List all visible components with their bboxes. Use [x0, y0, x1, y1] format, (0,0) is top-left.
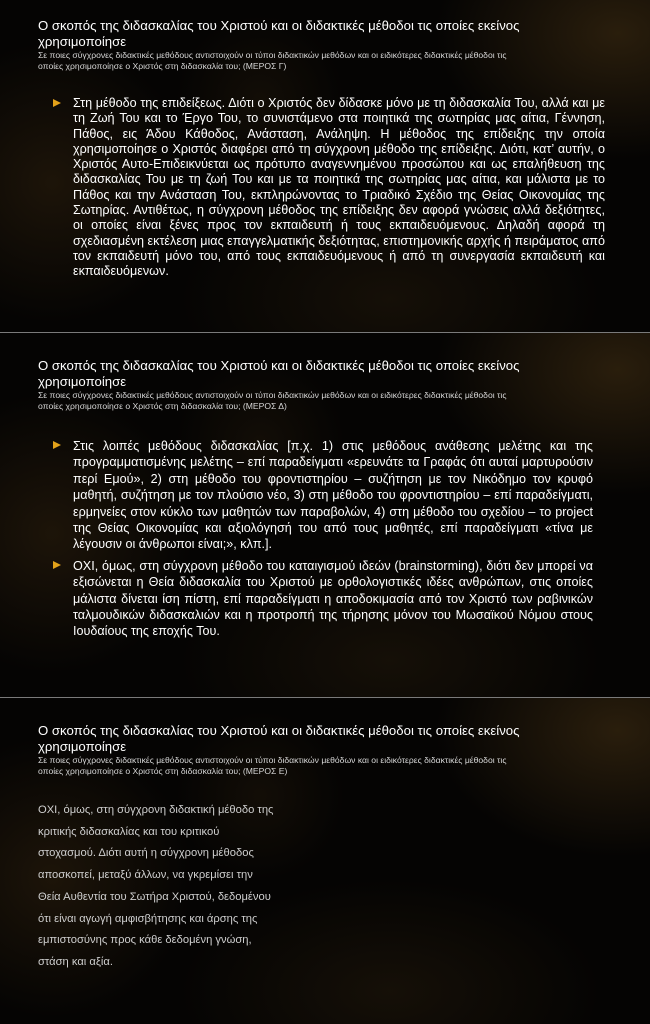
bullet-text: Στη μέθοδο της επιδείξεως. Διότι ο Χριστός δεν δίδασκε μόνο με τη διδασκαλία Του, αλλά και με τη Ζωή Του και το Έργο Του, το συνιστάμενο στα ποιητικά της σωτηρίας μας αίτια, Γέννηση, Πάθος, εις Άδου Κάθοδος, Ανάσταση, Ανάληψη. Η μέθοδος της επίδειξης την οποία χρησιμοποίησε ο Χριστός διαφέρει από τη σύγχρονη μέθοδο της επίδειξης. Διότι, κατ’ αυτήν, ο Χριστός Αυτο-Επιδεικνύεται ως πρότυπο αναγεννημένου προσώπου και ως επαλήθευση της διδασκαλίας Του με τη ζωή Του και με τα ποιητικά της σωτηρίας μας αίτια, και μάλιστα με το Πάθος και την Ανάσταση Του, εκπληρώνοντας το Τριαδικό Σχέδιο της Θείας Οικονομίας της Σωτηρίας. Αντιθέτως, η σύγχρονη μέθοδος της επίδειξης δεν αφορά γνώσεις αλλά δεξιότητες, οι οποίες είναι ξένες προς τον εκπαιδευτή ή τους εκπαιδευόμενους. Δηλαδή αφορά τη σχεδιασμένη εκτέλεση μιας επαγγελματικής δεξιότητας, επιστημονικής αρχής ή πειράματος από τον εκπαιδευτή μόνο του, από τους εκπαιδευόμενους ή από τη συνεργασία εκπαιδευτή και εκπαιδευόμενων. [73, 96, 605, 279]
bullet-text: Στις λοιπές μεθόδους διδασκαλίας [π.χ. 1) στις μεθόδους ανάθεσης μελέτης και της προγραμματισμένης μελέτης – επί παραδείγματι «ερευνάτε τα Γραφάς ότι αυταί μαρτυρούσιν περί Εμού», 2) στη μέθοδο του φροντιστηρίου – συζήτηση με τον Νικόδημο τον κρυφό μαθητή, συζήτηση με τον πλούσιο νέο, 3) στη μέθοδο του φροντιστηρίου – επί παραδείγματι, ερμηνείες στον κύκλο των μαθητών των παραβολών, 4) στη μέθοδο του σχεδίου – το project της Θείας Οικονομίας και αξιολόγησή του από τους μαθητές, επί παραδείγματι «τίνα με λέγουσιν οι άνθρωποι είναι;», κλπ.]. [73, 439, 593, 552]
slide-title: Ο σκοπός της διδασκαλίας του Χριστού και οι διδακτικές μέθοδοι τις οποίες εκείνος χρησιμοποίησε [38, 18, 520, 49]
triangle-bullet-icon [53, 561, 61, 569]
slide-part-d [0, 333, 650, 697]
slide-title: Ο σκοπός της διδασκαλίας του Χριστού και οι διδακτικές μέθοδοι τις οποίες εκείνος χρησιμοποίησε [38, 358, 520, 389]
bullet-item [53, 438, 593, 553]
slide-part-e [0, 698, 650, 1024]
triangle-bullet-icon [53, 99, 61, 107]
slide-subtitle: Σε ποιες σύγχρονες διδακτικές μεθόδους αντιστοιχούν οι τύποι διδακτικών μεθόδων και οι ειδικότερες διδακτικές μέθοδοι τις οποίες χρησιμοποίησε ο Χριστός στη διδασκαλία του; (ΜΕΡΟΣ Ε) [38, 755, 507, 776]
bullet-item [53, 558, 593, 640]
slide-part-c [0, 0, 650, 332]
bullet-list [53, 96, 605, 286]
bullet-list [53, 438, 593, 645]
bullet-item [53, 96, 605, 280]
triangle-bullet-icon [53, 441, 61, 449]
slide-body-text: ΟΧΙ, όμως, στη σύγχρονη διδακτική μέθοδο της κριτικής διδασκαλίας και του κριτικού στοχασμού. Διότι αυτή η σύγχρονη μέθοδος αποσκοπεί, μεταξύ άλλων, να γκρεμίσει την Θεία Αυθεντία του Σωτήρα Χριστού, δεδομένου ότι είναι αγωγή αμφισβήτησης και άρσης της εμπιστοσύνης προς κάθε δεδομένη γνώση, στάση και αξία. [38, 804, 274, 968]
bullet-text: ΟΧΙ, όμως, στη σύγχρονη μέθοδο του καταιγισμού ιδεών (brainstorming), διότι δεν μπορεί να εξισώνεται η Θεία διδασκαλία του Χριστού με ορθολογιστικές ιδέες ανθρώπων, στις οποίες μάλιστα δίνεται ίση πίστη, επί παραδείγματι η αποδοκιμασία από τον Χριστό των ραβινικών ταλμουδικών διδασκαλιών και η προτροπή της τήρησης μόνον του Μωσαϊκού Νόμου στους Ιουδαίους της εποχής Του. [73, 558, 593, 639]
slide-title: Ο σκοπός της διδασκαλίας του Χριστού και οι διδακτικές μέθοδοι τις οποίες εκείνος χρησιμοποίησε [38, 723, 520, 754]
slide-subtitle: Σε ποιες σύγχρονες διδακτικές μεθόδους αντιστοιχούν οι τύποι διδακτικών μεθόδων και οι ειδικότερες διδακτικές μέθοδοι τις οποίες χρησιμοποίησε ο Χριστός στη διδασκαλία του; (ΜΕΡΟΣ Γ) [38, 50, 507, 71]
slide-subtitle: Σε ποιες σύγχρονες διδακτικές μεθόδους αντιστοιχούν οι τύποι διδακτικών μεθόδων και οι ειδικότερες διδακτικές μέθοδοι τις οποίες χρησιμοποίησε ο Χριστός στη διδασκαλία του; (ΜΕΡΟΣ Δ) [38, 390, 507, 411]
